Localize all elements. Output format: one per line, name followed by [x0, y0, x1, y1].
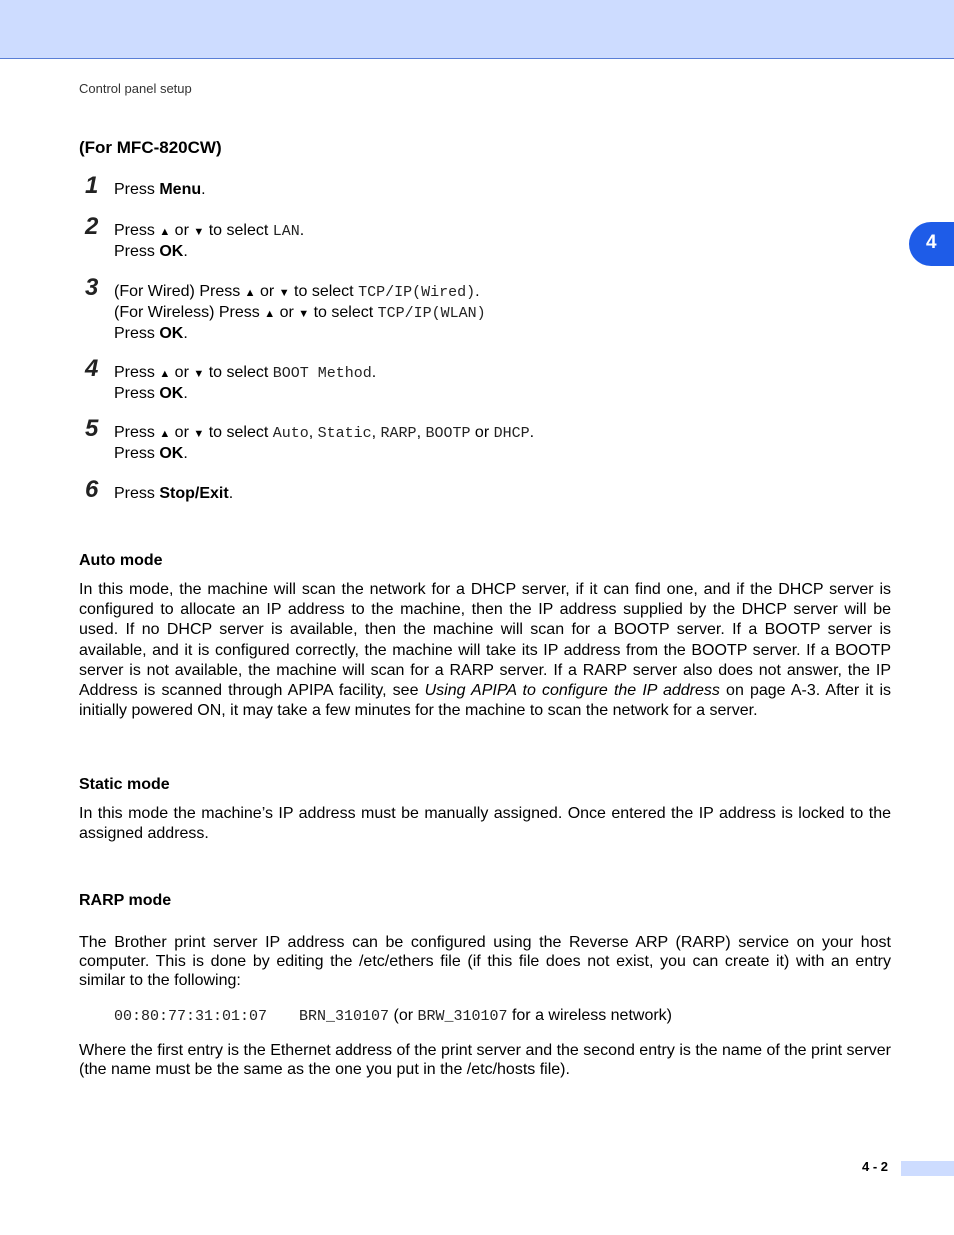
chapter-number: 4 — [926, 232, 937, 253]
node-name-wireless: BRW_310107 — [417, 1008, 508, 1025]
node-name-wired: BRN_310107 — [299, 1008, 390, 1025]
footer-bar — [901, 1161, 954, 1176]
up-arrow-icon: ▲ — [159, 428, 171, 440]
down-arrow-icon: ▼ — [193, 428, 205, 440]
up-arrow-icon: ▲ — [159, 368, 171, 380]
apipa-reference: Using APIPA to configure the IP address — [424, 682, 720, 700]
section-heading: (For MFC-820CW) — [79, 138, 222, 157]
step-text: Press Menu. — [114, 181, 206, 198]
header-band — [0, 0, 954, 59]
auto-mode-paragraph: In this mode, the machine will scan the network for a DHCP server, if it can find one, and if the DHCP server is configured to allocate an IP address to the machine, then the IP address supplied by the DHCP server will be used. If no DHCP server is available, then the machine will scan for a BOOTP server. If a BOOTP server is available, and it is configured correctly, the machine will take its IP address from the BOOTP server. If a BOOTP server is not available, the machine will scan for a RARP server. If a RARP server also does not answer, the IP Address is scanned through APIPA facility, see Using APIPA to configure the IP address on page A-3. After it is initially powered ON, it may take a few minutes for the machine to scan the network for a server. — [79, 581, 892, 720]
static-mode-heading: Static mode — [79, 776, 170, 793]
step-number: 4 — [85, 355, 99, 382]
step-number: 1 — [85, 172, 99, 199]
step-number: 6 — [85, 476, 99, 503]
down-arrow-icon: ▼ — [298, 308, 310, 320]
up-arrow-icon: ▲ — [159, 226, 171, 238]
down-arrow-icon: ▼ — [278, 287, 290, 299]
step-number: 3 — [85, 274, 99, 301]
page-number: 4 - 2 — [862, 1159, 889, 1174]
rarp-mode-heading: RARP mode — [79, 892, 172, 909]
down-arrow-icon: ▼ — [193, 368, 205, 380]
step-number: 2 — [85, 213, 99, 240]
auto-mode-heading: Auto mode — [79, 552, 163, 569]
ethers-entry-example: 00:80:77:31:01:07 BRN_310107 (or BRW_310107 for a wireless network) — [114, 1007, 673, 1025]
step-text: Press Stop/Exit. — [114, 485, 234, 502]
up-arrow-icon: ▲ — [244, 287, 256, 299]
up-arrow-icon: ▲ — [264, 308, 276, 320]
step-text: (For Wired) Press ▲ or ▼ to select TCP/IP(Wired). (For Wireless) Press ▲ or ▼ to select TCP/IP(WLAN) Press OK. — [114, 283, 486, 342]
step-text: Press ▲ or ▼ to select Auto, Static, RARP, BOOTP or DHCP. Press OK. — [114, 424, 535, 462]
rarp-explanation-paragraph: Where the first entry is the Ethernet address of the print server and the second entry is the name of the print server (the name must be the same as the one you put in the /etc/hosts file). — [79, 1042, 891, 1078]
breadcrumb: Control panel setup — [79, 81, 192, 96]
step-number: 5 — [85, 415, 99, 442]
rarp-mode-paragraph: The Brother print server IP address can be configured using the Reverse ARP (RARP) service on your host computer. This is done by editing the /etc/ethers file (if this file does not exist, you can create it) with an entry similar to the following: — [79, 934, 891, 989]
mac-address: 00:80:77:31:01:07 — [114, 1008, 268, 1025]
down-arrow-icon: ▼ — [193, 226, 205, 238]
static-mode-paragraph: In this mode the machine’s IP address must be manually assigned. Once entered the IP address is locked to the assigned address. — [79, 805, 891, 843]
chapter-tab — [909, 222, 954, 266]
step-text: Press ▲ or ▼ to select BOOT Method. Press OK. — [114, 364, 377, 402]
step-text: Press ▲ or ▼ to select LAN. Press OK. — [114, 222, 305, 260]
